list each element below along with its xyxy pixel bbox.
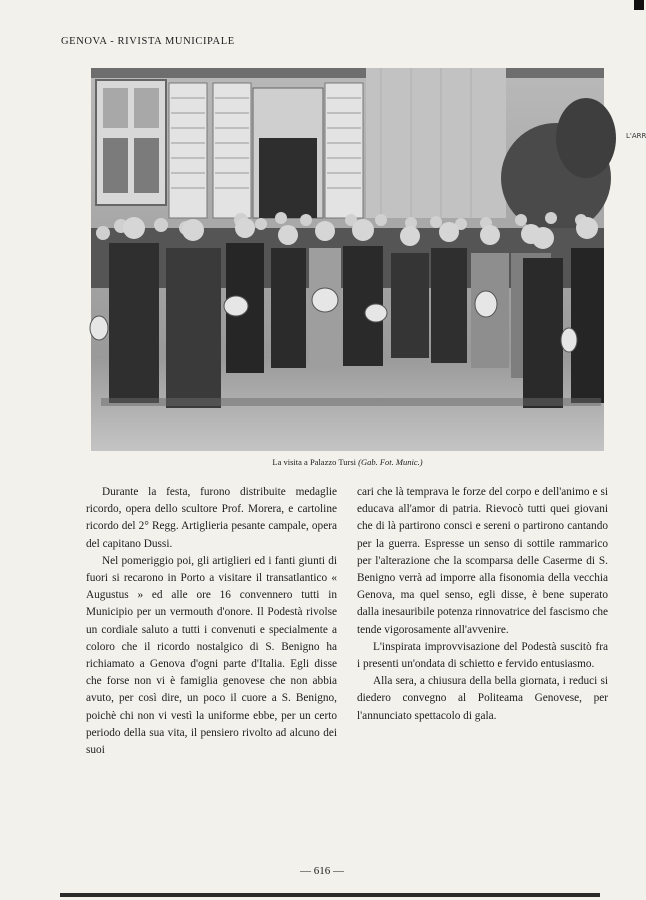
page-number: — 616 — <box>300 865 344 877</box>
paragraph: L'inspirata improvvisazione del Podestà suscitò fra i presenti un'ondata di schietto e fervido entusiasmo. <box>357 640 608 671</box>
running-head: GENOVA - RIVISTA MUNICIPALE <box>61 36 235 47</box>
paragraph: Alla sera, a chiusura della bella giornata, i reduci si diedero convegno al Politeama Genovese, per l'annunciato spettacolo di gala. <box>357 675 608 722</box>
photo-caption <box>91 457 604 467</box>
caption-credit: (Gab. Fot. Munic.) <box>358 457 423 467</box>
paragraph: cari che là temprava le forze del corpo e dell'animo e si educava all'amor di patria. Rievocò tutti quei giovani che di là partirono consci e sereni o partirono cantando per la guerra. Espresse un senso di sottile rammarico per l'alterazione che la scomparsa delle Caserme di S. Benigno verrà ad imporre alla fisonomia della vecchia Genova, ma quel senso, egli disse, è bene superato dalla inesauribile potenza rinnovatrice del fascismo che tende vigorosamente all'avvenire. <box>357 486 608 636</box>
group-photograph <box>91 68 604 451</box>
paragraph: Durante la festa, furono distribuite medaglie ricordo, opera dello scultore Prof. Morera, e cartoline ricordo del 2° Regg. Artiglieria pesante campale, opera del capitano Dussi. <box>86 486 337 550</box>
bottom-scan-edge <box>60 893 600 897</box>
caption-text: La visita a Palazzo Tursi <box>272 457 356 467</box>
margin-fragment-label: L'ARR <box>626 132 646 140</box>
photograph-illustration <box>91 68 604 451</box>
paragraph: Nel pomeriggio poi, gli artiglieri ed i fanti giunti di fuori si recarono in Porto a visitare il transatlantico « Augustus » ed alle ore 16 convennero tutti in Municipio per un vermouth d'onore. Il Podestà rivolse un cordiale saluto a tutti i convenuti e specialmente a coloro che il ricordo nostalgico di S. Benigno ha richiamato a Genova d'ogni parte d'Italia. Egli disse che forse non vi è famiglia genovese che non abbia avuto, per così dire, un poco il cuore a S. Benigno, poichè chi non vi vestì la uniforme ebbe, per un certo periodo della sua vita, il pensiero rivolto ad alcuno dei suoi <box>86 554 337 757</box>
right-column <box>357 484 608 725</box>
adjacent-page-fragment <box>622 130 644 460</box>
left-column <box>86 484 337 759</box>
edge-mark <box>634 0 644 10</box>
